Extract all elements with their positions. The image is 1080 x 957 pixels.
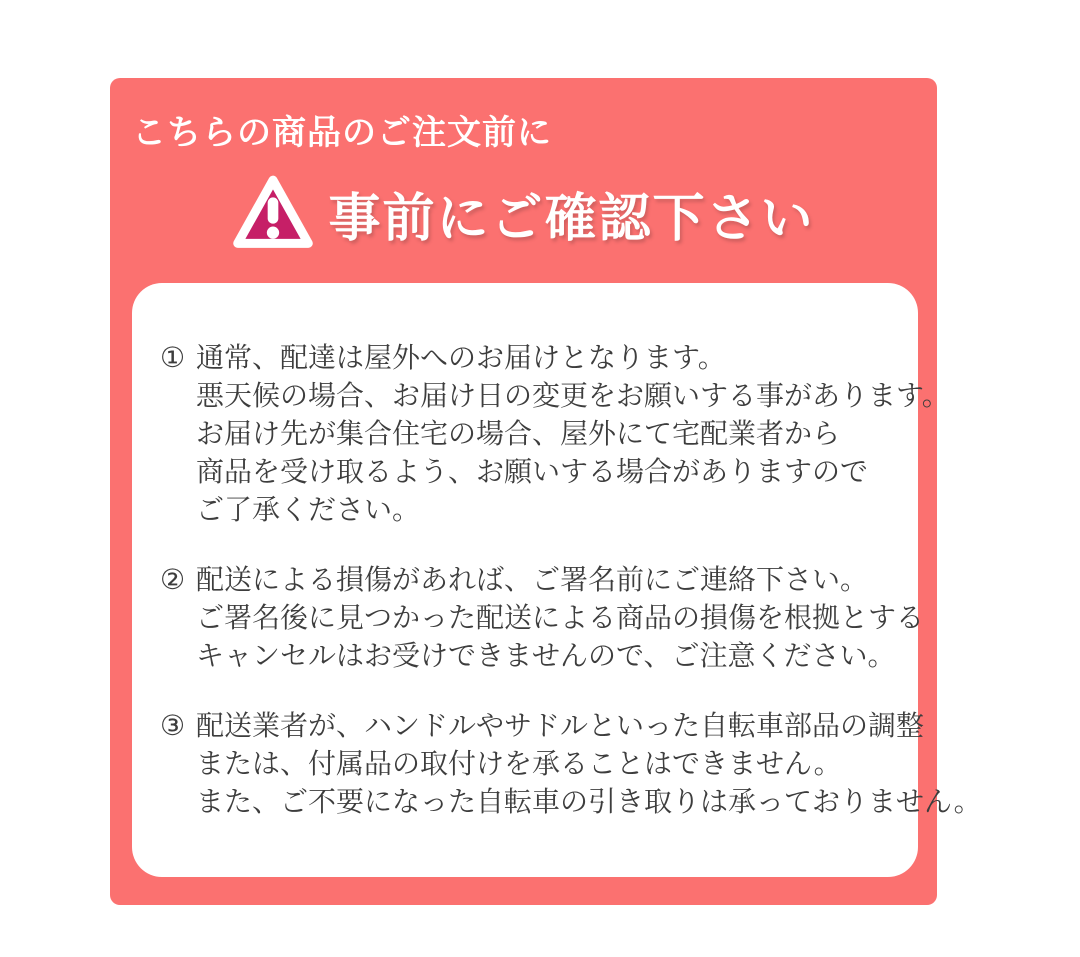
headline-text: 事前にご確認下さい <box>328 189 815 248</box>
notice-item <box>160 339 950 529</box>
notice-list <box>132 283 982 821</box>
headline-row <box>110 174 937 252</box>
notice-item-line: ご了承ください。 <box>196 494 421 525</box>
intro-text: こちらの商品のご注文前に <box>132 114 552 152</box>
notice-item-number: ② <box>160 564 186 595</box>
notice-item-lines <box>196 707 982 821</box>
notice-item-number: ③ <box>160 710 186 741</box>
notice-item-line: 通常、配達は屋外へのお届けとなります。 <box>196 342 726 373</box>
notice-panel <box>132 283 982 877</box>
notice-item-line: ご署名後に見つかった配送による商品の損傷を根拠とする <box>196 602 925 633</box>
notice-item-line: 悪天候の場合、お届け日の変更をお願いする事があります。 <box>196 380 950 411</box>
notice-card <box>110 78 982 905</box>
notice-item-line: 配送による損傷があれば、ご署名前にご連絡下さい。 <box>196 564 869 595</box>
notice-item-line: キャンセルはお受けできませんので、ご注意ください。 <box>196 640 896 671</box>
notice-item-number: ① <box>160 342 186 373</box>
notice-item-line: また、ご不要になった自転車の引き取りは承っておりません。 <box>196 786 982 817</box>
notice-item-line: または、付属品の取付けを承ることはできません。 <box>196 748 842 779</box>
notice-item <box>160 561 925 675</box>
notice-item-line: 商品を受け取るよう、お願いする場合がありますので <box>196 456 869 487</box>
warning-triangle-icon <box>232 174 314 252</box>
notice-item-line: お届け先が集合住宅の場合、屋外にて宅配業者から <box>196 418 841 449</box>
notice-item-line: 配送業者が、ハンドルやサドルといった自転車部品の調整 <box>196 710 925 741</box>
notice-item <box>160 707 982 821</box>
notice-item-lines <box>196 561 924 675</box>
notice-item-lines <box>196 339 950 529</box>
